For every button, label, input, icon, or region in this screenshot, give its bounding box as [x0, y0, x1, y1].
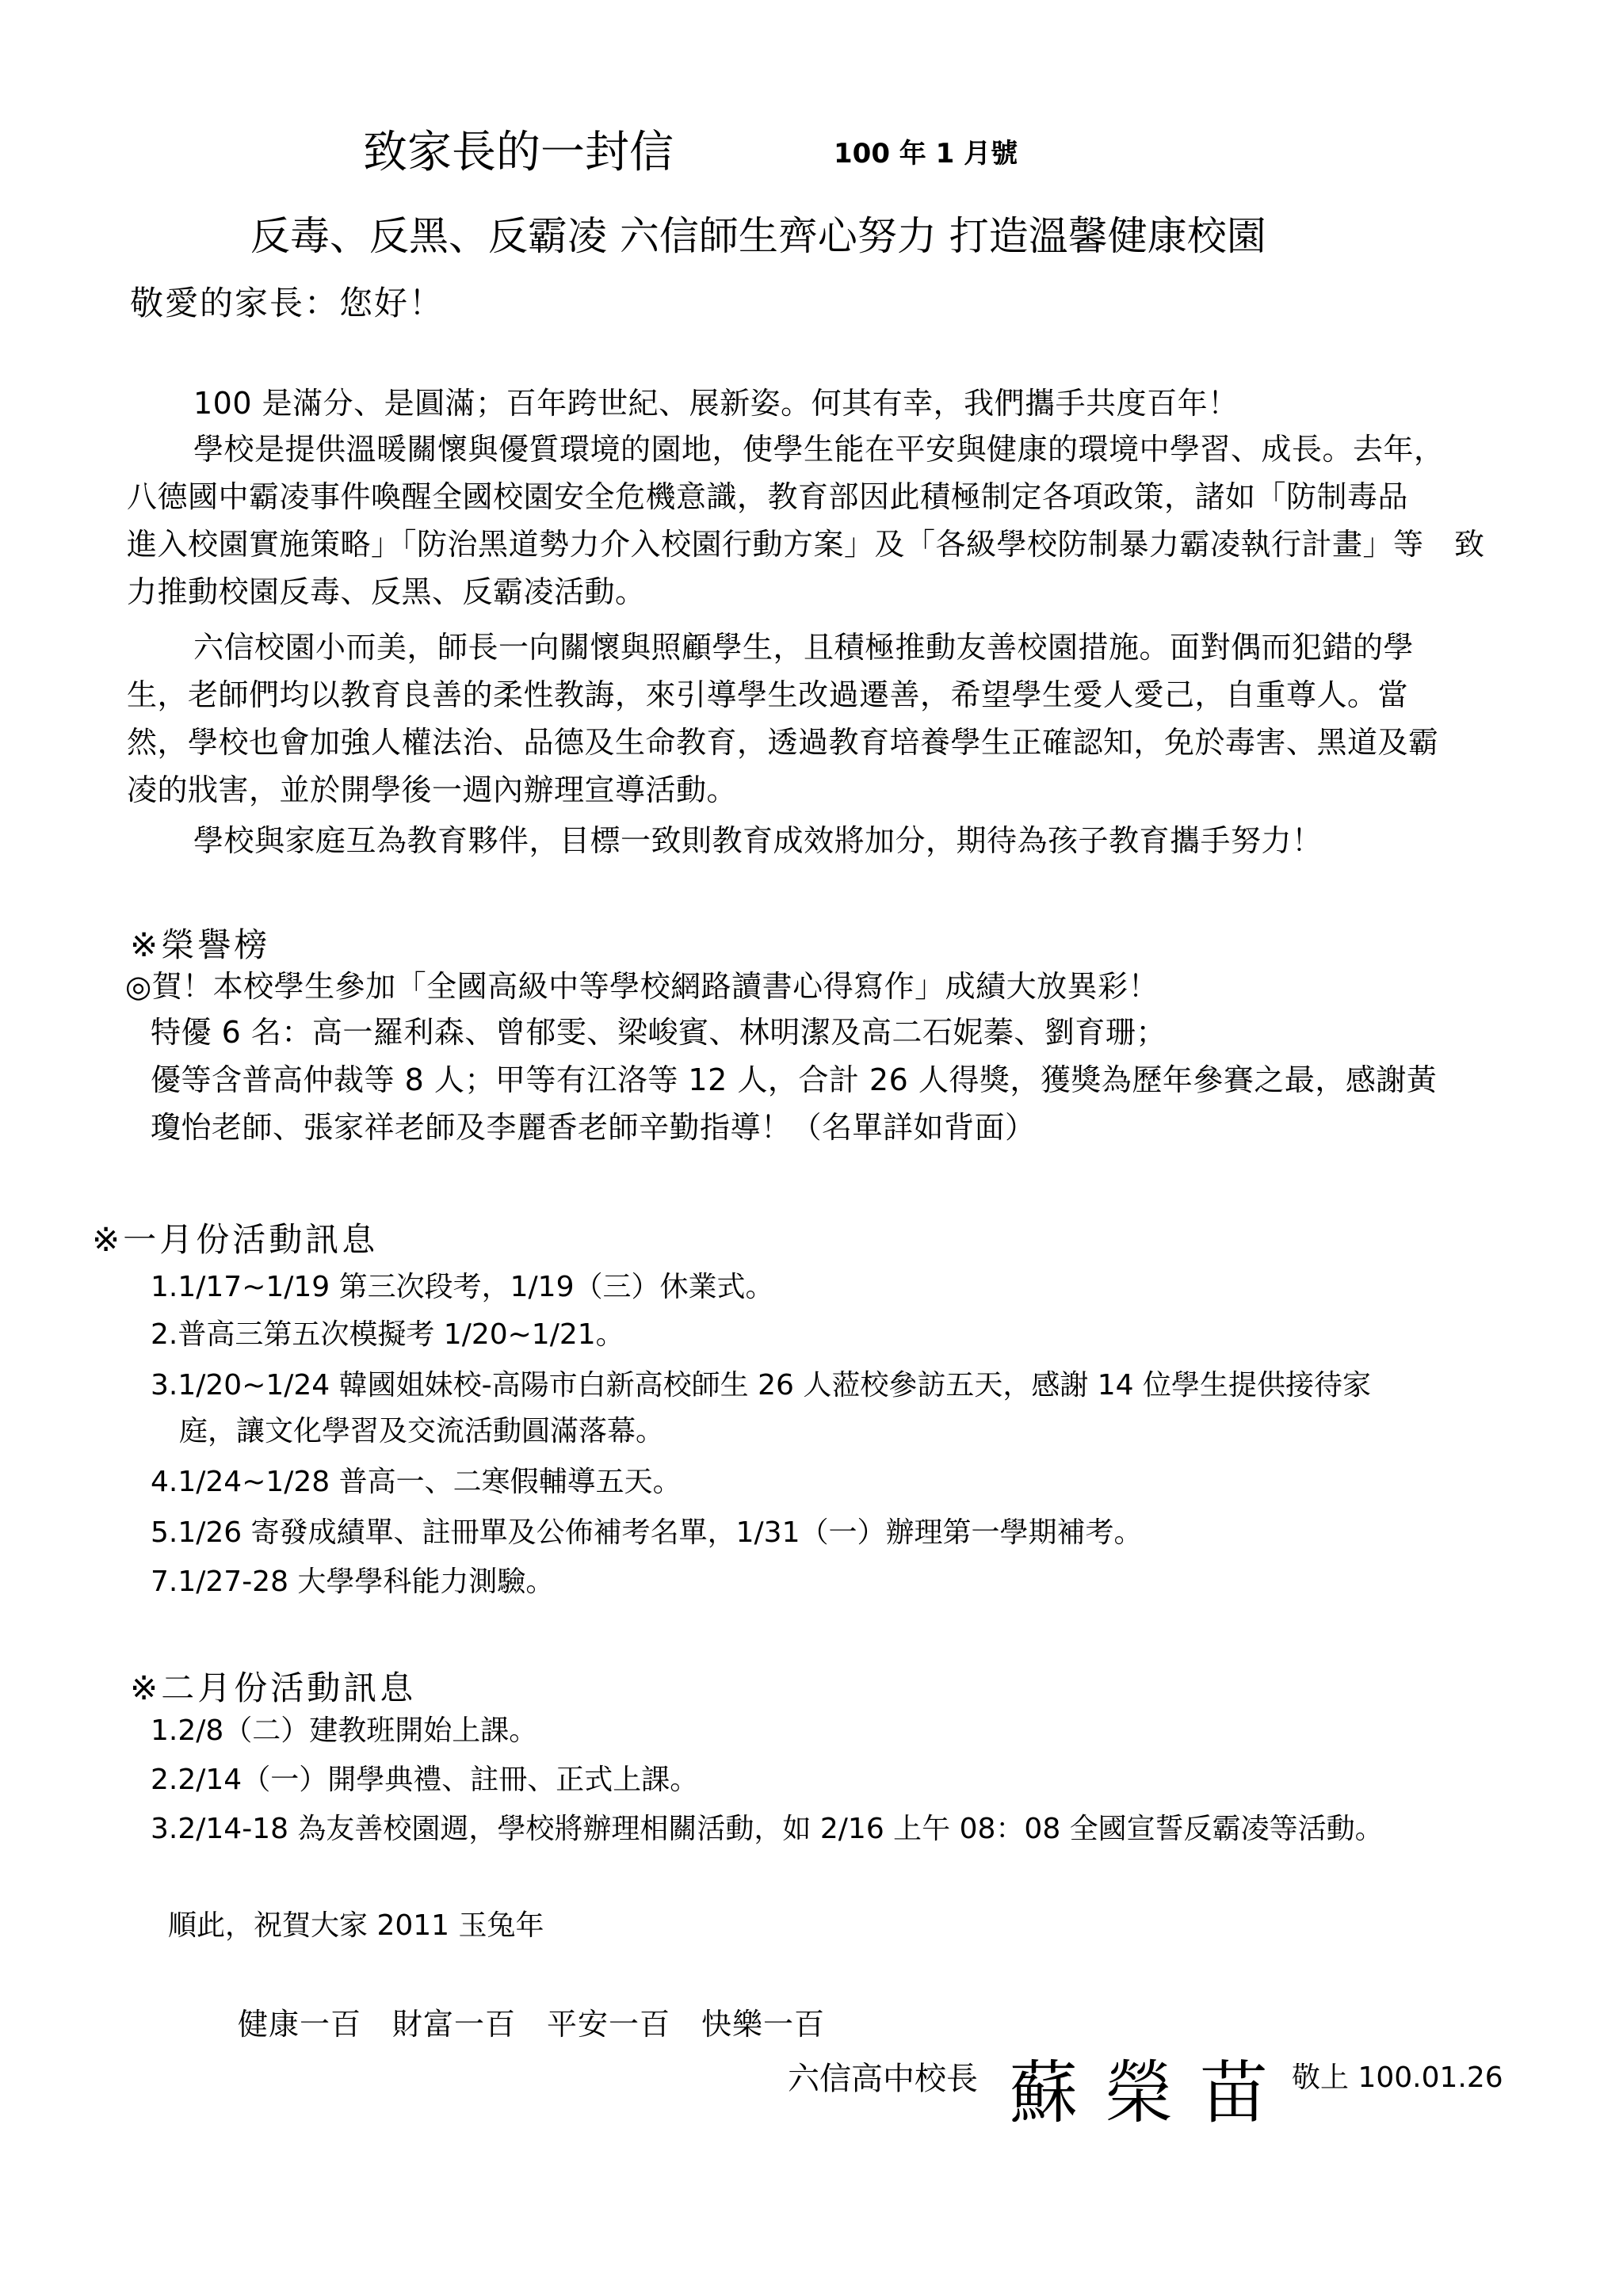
january-item: 3.1/20~1/24 韓國姐妹校-高陽市白新高校師生 26 人蒞校參訪五天，感謝 14 位學生提供接待家: [151, 1369, 1372, 1402]
letter-date: 100 年 1 月號: [834, 138, 1018, 170]
january-item: 庭，讓文化學習及交流活動圓滿落幕。: [179, 1415, 665, 1447]
letter-subtitle: 反毒、反黑、反霸凌 六信師生齊心努力 打造溫馨健康校園: [250, 213, 1266, 259]
body-line: 生，老師們均以教育良善的柔性教誨，來引導學生改過遷善，希望學生愛人愛己，自重尊人。當: [127, 677, 1409, 712]
january-item: 2.普高三第五次模擬考 1/20~1/21。: [151, 1318, 624, 1351]
closing-line: 順此，祝賀大家 2011 玉兔年: [168, 1909, 544, 1942]
honor-heading: ※榮譽榜: [130, 925, 271, 964]
february-item: 1.2/8（二）建教班開始上課。: [151, 1714, 538, 1747]
signature-date: 敬上 100.01.26: [1292, 2061, 1503, 2094]
body-line: 學校與家庭互為教育夥伴，目標一致則教育成效將加分，期待為孩子教育攜手努力！: [193, 823, 1323, 858]
body-line: 100 是滿分、是圓滿；百年跨世紀、展新姿。何其有幸，我們攜手共度百年！: [193, 386, 1239, 421]
letter-title: 致家長的一封信: [363, 127, 674, 178]
greeting: 敬愛的家長：您好！: [130, 284, 445, 322]
honor-line: 優等含普高仲裁等 8 人；甲等有江洛等 12 人，合計 26 人得獎，獲獎為歷年參賽之最，感謝黃: [151, 1062, 1438, 1097]
february-item: 2.2/14（一）開學典禮、註冊、正式上課。: [151, 1764, 699, 1796]
body-line: 然，學校也會加強人權法治、品德及生命教育，透過教育培養學生正確認知，免於毒害、黑道及霸: [127, 725, 1439, 760]
body-line: 六信校園小而美，師長一向關懷與照顧學生，且積極推動友善校園措施。面對偶而犯錯的學: [193, 630, 1415, 665]
body-line: 力推動校園反毒、反黑、反霸凌活動。: [127, 574, 646, 609]
january-item: 4.1/24~1/28 普高一、二寒假輔導五天。: [151, 1466, 682, 1498]
honor-line: 瓊怡老師、張家祥老師及李麗香老師辛勤指導！（名單詳如背面）: [151, 1110, 1036, 1145]
february-heading: ※二月份活動訊息: [130, 1669, 417, 1707]
body-line: 進入校園實施策略」「防治黑道勢力介入校園行動方案」及「各級學校防制暴力霸凌執行計畫」等 致: [127, 527, 1485, 562]
january-item: 7.1/27-28 大學學科能力測驗。: [151, 1566, 555, 1598]
january-heading: ※一月份活動訊息: [92, 1220, 379, 1259]
signature-name: 蘇榮苗: [1010, 2054, 1295, 2133]
wishes-line: 健康一百 財富一百 平安一百 快樂一百: [238, 2007, 826, 2042]
body-line: 八德國中霸凌事件喚醒全國校園安全危機意識，教育部因此積極制定各項政策，諸如「防制毒品: [127, 479, 1409, 514]
january-item: 1.1/17~1/19 第三次段考，1/19（三）休業式。: [151, 1271, 774, 1303]
body-line: 凌的戕害，並於開學後一週內辦理宣導活動。: [127, 772, 738, 807]
honor-line: ◎賀！本校學生參加「全國高級中等學校網路讀書心得寫作」成績大放異彩！: [125, 969, 1159, 1004]
body-line: 學校是提供溫暖關懷與優質環境的園地，使學生能在平安與健康的環境中學習、成長。去年，: [193, 432, 1445, 467]
signature-title: 六信高中校長: [788, 2061, 978, 2097]
january-item: 5.1/26 寄發成績單、註冊單及公佈補考名單，1/31（一）辦理第一學期補考。: [151, 1516, 1143, 1549]
february-item: 3.2/14-18 為友善校園週，學校將辦理相關活動，如 2/16 上午 08：08 全國宣誓反霸凌等活動。: [151, 1813, 1384, 1845]
honor-line: 特優 6 名：高一羅利森、曾郁雯、梁峻賓、林明潔及高二石妮蓁、劉育珊；: [151, 1015, 1167, 1050]
